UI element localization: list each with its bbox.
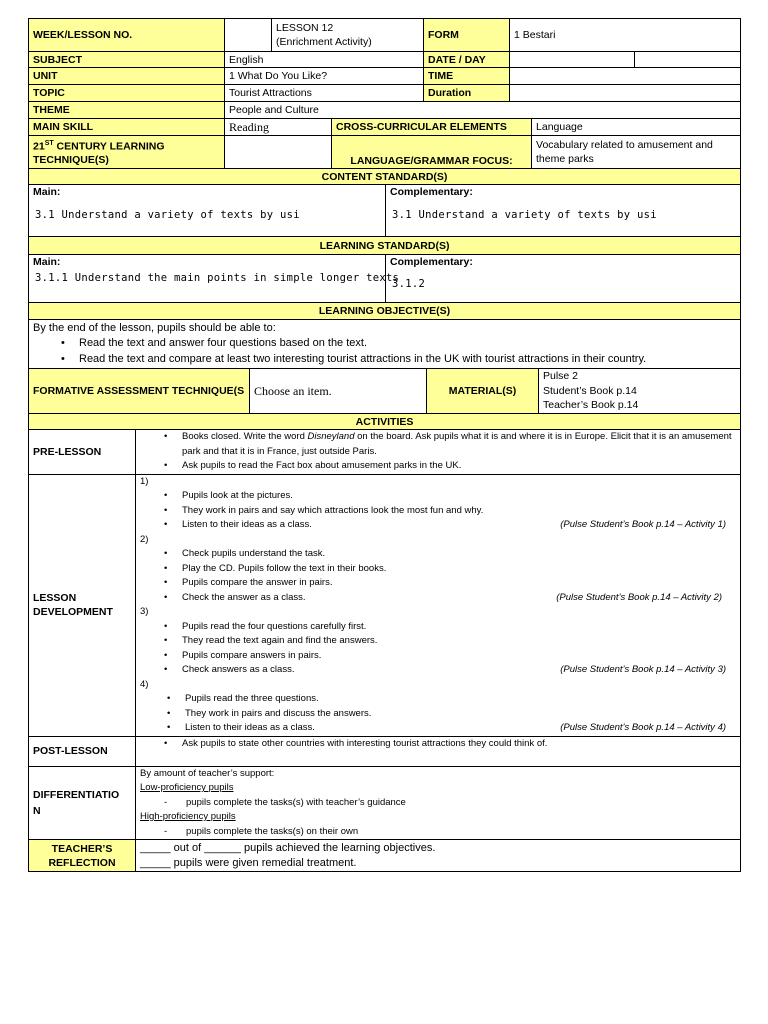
- form-label: FORM: [424, 19, 510, 52]
- step-item: [182, 663, 736, 678]
- material-item: Pulse 2: [543, 370, 579, 383]
- step-item: • Check pupils understand the task.: [182, 547, 736, 562]
- learning-standard-title: LEARNING STANDARD(S): [29, 237, 741, 255]
- learning-standard-main: [29, 255, 400, 303]
- step-item: • They read the text again and find the answers.: [182, 634, 736, 649]
- material-label: MATERIAL(S): [427, 369, 539, 414]
- grammar-focus-label: LANGUAGE/GRAMMAR FOCUS:: [332, 136, 532, 169]
- post-lesson-item: • Ask pupils to state other countries with interesting tourist attractions they could think of.: [182, 737, 736, 752]
- differentiation-intro: By amount of teacher’s support:: [140, 767, 275, 779]
- reflection-label-line: REFLECTION: [48, 856, 116, 869]
- lesson-subline: (Enrichment Activity): [276, 36, 372, 48]
- dev-label-line: DEVELOPMENT: [33, 606, 113, 618]
- high-proficiency-label: High-proficiency pupils: [140, 811, 236, 822]
- formative-assessment-dropdown[interactable]: Choose an item.: [250, 369, 427, 414]
- century-technique-label: [29, 136, 225, 169]
- low-proficiency-item: - pupils complete the tasks(s) with teacher’s guidance: [186, 796, 736, 811]
- subject-value: English: [225, 52, 424, 68]
- pre-lesson-text: Books closed. Write the word: [182, 431, 308, 442]
- lesson-plan-sheet: [28, 18, 740, 872]
- formative-assessment-label: FORMATIVE ASSESSMENT TECHNIQUE(S: [29, 369, 250, 414]
- century-number: 21: [33, 140, 45, 153]
- lesson-development-content: [136, 474, 741, 736]
- step-reference: (Pulse Student’s Book p.14 – Activity 1): [560, 519, 727, 530]
- week-lesson-label: WEEK/LESSON NO.: [29, 19, 225, 52]
- teacher-reflection-label: [29, 840, 136, 872]
- step-item-text: Check the answer as a class.: [182, 591, 306, 603]
- step-item: • Play the CD. Pupils follow the text in their books.: [182, 562, 736, 577]
- century-label: CENTURY LEARNING: [53, 140, 165, 153]
- learning-main-dropdown[interactable]: 3.1.1 Understand the main points in simple longer texts: [35, 272, 400, 284]
- standards-table: [28, 168, 741, 369]
- material-list: [539, 369, 741, 414]
- time-value[interactable]: [510, 68, 741, 85]
- date-value[interactable]: [510, 52, 635, 68]
- material-item: Teacher’s Book p.14: [543, 399, 639, 412]
- step-item: • Pupils look at the pictures.: [182, 489, 736, 504]
- lesson-development-label: [29, 474, 136, 736]
- topic-value: Tourist Attractions: [225, 85, 424, 102]
- content-main-label: Main:: [33, 186, 61, 198]
- pre-lesson-label: PRE-LESSON: [29, 430, 136, 475]
- differentiation-label: [29, 766, 136, 840]
- material-item: Student’s Book p.14: [543, 384, 637, 397]
- unit-label: UNIT: [29, 68, 225, 85]
- dev-label-line: LESSON: [33, 592, 77, 604]
- step-item: • They work in pairs and say which attractions look the most fun and why.: [182, 504, 736, 519]
- century-label-2: TECHNIQUE(S): [33, 154, 109, 167]
- step-item: [185, 721, 736, 736]
- subject-label: SUBJECT: [29, 52, 225, 68]
- century-sup: ST: [44, 139, 54, 147]
- objective-item: • Read the text and compare at least two interesting tourist attractions in the UK with tourist attractions in their country.: [79, 352, 736, 368]
- unit-value: 1 What Do You Like?: [225, 68, 424, 85]
- lesson-value: [272, 19, 424, 52]
- objectives-intro: By the end of the lesson, pupils should be able to:: [33, 321, 276, 334]
- reflection-label-line: TEACHER’S: [51, 842, 113, 855]
- grammar-focus-value: Vocabulary related to amusement and theme parks: [532, 136, 741, 169]
- main-skill-value[interactable]: Reading: [225, 119, 332, 136]
- content-standard-main: [29, 185, 386, 237]
- step-item: • Pupils compare the answer in pairs.: [182, 576, 736, 591]
- step-item-text: Listen to their ideas as a class.: [182, 519, 312, 530]
- content-comp-label: Complementary:: [390, 186, 473, 198]
- pre-lesson-emphasis: Disneyland: [307, 431, 355, 442]
- high-proficiency-item: - pupils complete the tasks(s) on their own: [186, 825, 736, 840]
- step-number: 4): [140, 678, 149, 690]
- assessment-table: [28, 368, 741, 414]
- pre-lesson-content: [136, 430, 741, 475]
- cross-curricular-value: Language: [532, 119, 741, 136]
- objective-item: • Read the text and answer four questions based on the text.: [79, 336, 736, 352]
- differentiation-content: [136, 766, 741, 840]
- century-technique-value[interactable]: [225, 136, 332, 169]
- date-label: DATE / DAY: [424, 52, 510, 68]
- topic-label: TOPIC: [29, 85, 225, 102]
- duration-value[interactable]: [510, 85, 741, 102]
- theme-value: People and Culture: [225, 102, 741, 119]
- theme-label: THEME: [29, 102, 225, 119]
- form-value: 1 Bestari: [510, 19, 741, 52]
- step-item: • Pupils compare answers in pairs.: [182, 649, 736, 664]
- day-value[interactable]: [635, 52, 741, 68]
- post-lesson-content: [136, 736, 741, 766]
- reflection-line: _____ out of ______ pupils achieved the learning objectives.: [140, 841, 436, 854]
- activities-title: ACTIVITIES: [29, 414, 741, 430]
- step-item: [182, 518, 736, 533]
- step-number: 3): [140, 606, 149, 617]
- duration-label: Duration: [424, 85, 510, 102]
- reflection-line: _____ pupils were given remedial treatment.: [140, 856, 357, 869]
- header-table: [28, 18, 741, 169]
- step-number: 2): [140, 533, 149, 545]
- step-item-text: Check answers as a class.: [182, 664, 295, 675]
- step-reference: (Pulse Student’s Book p.14 – Activity 3): [560, 664, 727, 675]
- main-skill-label: MAIN SKILL: [29, 119, 225, 136]
- pre-lesson-item: [182, 430, 736, 459]
- step-item: [182, 591, 736, 606]
- pre-lesson-item: • Ask pupils to read the Fact box about amusement parks in the UK.: [182, 459, 736, 474]
- learning-comp-dropdown[interactable]: 3.1.2: [392, 278, 426, 290]
- learning-standard-complementary: [386, 255, 741, 303]
- content-main-dropdown[interactable]: 3.1 Understand a variety of texts by usi: [35, 209, 300, 221]
- time-label: TIME: [424, 68, 510, 85]
- activities-table: [28, 413, 741, 872]
- step-item: • They work in pairs and discuss the answers.: [185, 707, 736, 722]
- low-proficiency-label: Low-proficiency pupils: [140, 782, 234, 793]
- step-reference: (Pulse Student’s Book p.14 – Activity 4): [560, 722, 727, 733]
- teacher-reflection-content[interactable]: [136, 840, 741, 872]
- content-standard-complementary: [386, 185, 741, 237]
- learning-main-label: Main:: [33, 256, 61, 268]
- step-item: • Pupils read the three questions.: [185, 692, 736, 707]
- step-item: • Pupils read the four questions carefully first.: [182, 620, 736, 635]
- lesson-line: LESSON 12: [276, 22, 334, 34]
- differentiation-label-line: N: [33, 804, 41, 817]
- content-standard-title: CONTENT STANDARD(S): [29, 169, 741, 185]
- pre-lesson-text: on the board. Ask pupils what it is and where it is in Europe. Elicit that it is an amusement park and that it is in France, just outside Paris.: [182, 431, 732, 457]
- step-item-text: Listen to their ideas as a class.: [185, 722, 315, 733]
- week-value[interactable]: [225, 19, 272, 52]
- step-number: 1): [140, 475, 149, 487]
- differentiation-label-line: DIFFERENTIATIO: [33, 788, 120, 801]
- learning-objectives: [29, 320, 741, 369]
- cross-curricular-label: CROSS-CURRICULAR ELEMENTS: [332, 119, 532, 136]
- learning-comp-label: Complementary:: [390, 256, 473, 268]
- post-lesson-label: POST-LESSON: [29, 736, 136, 766]
- step-reference: (Pulse Student’s Book p.14 – Activity 2): [556, 591, 723, 603]
- content-comp-dropdown[interactable]: 3.1 Understand a variety of texts by usi: [392, 209, 657, 221]
- learning-objective-title: LEARNING OBJECTIVE(S): [29, 303, 741, 320]
